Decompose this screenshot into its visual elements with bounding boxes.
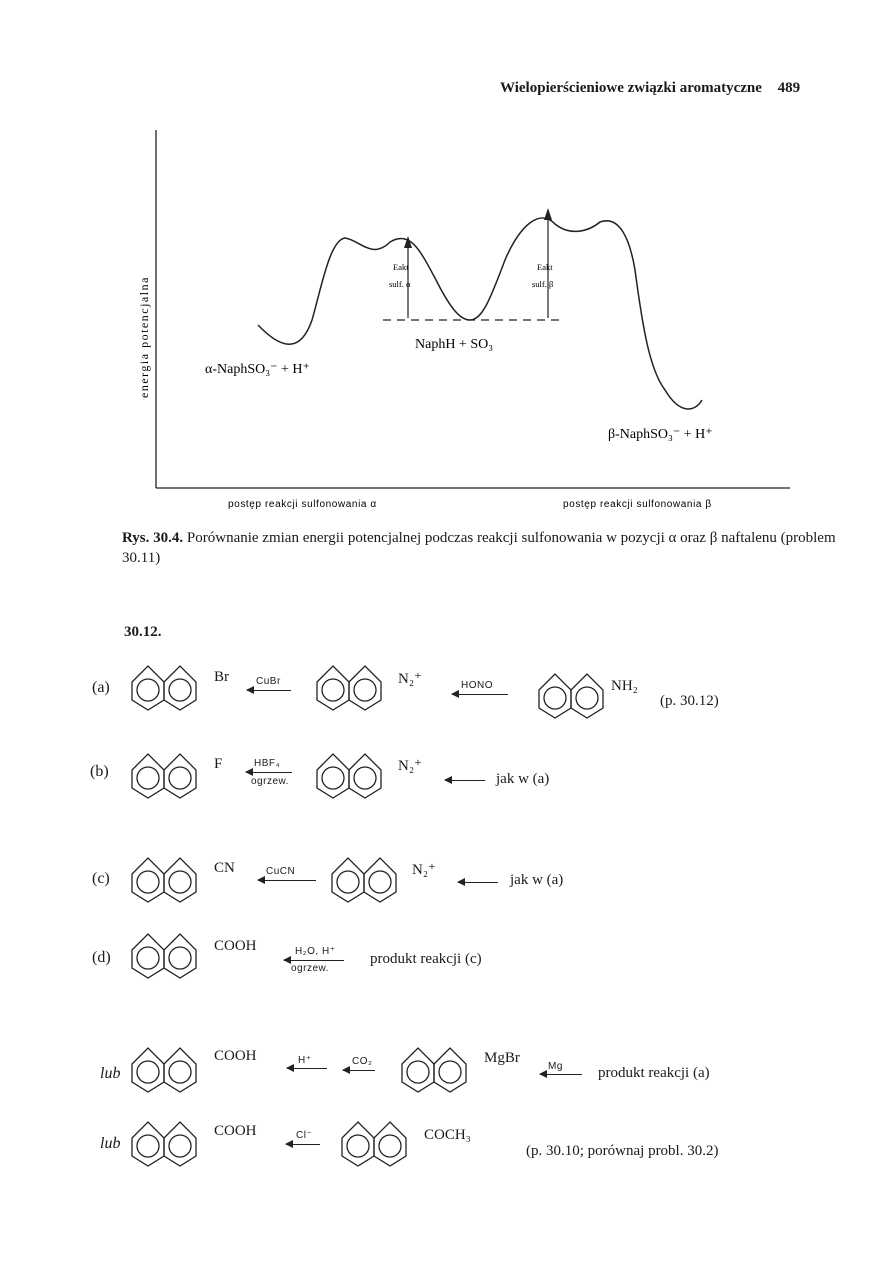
reaction-lub1-note: produkt reakcji (a)	[598, 1065, 710, 1081]
reaction-c-label: (c)	[92, 870, 110, 887]
reaction-d-reagent-bottom: ogrzew.	[291, 963, 329, 974]
reaction-a-reagent-2: HONO	[461, 680, 493, 691]
reaction-d-reagent-top: H₂O, H⁺	[295, 946, 336, 957]
problem-number: 30.12.	[124, 624, 162, 640]
figure-caption	[122, 528, 842, 568]
reaction-lub1-product-sub: COOH	[214, 1048, 257, 1064]
reaction-a-product-sub: Br	[214, 669, 229, 685]
reaction-arrow	[246, 772, 292, 773]
reaction-lub2-product-sub: COOH	[214, 1123, 257, 1139]
reaction-arrow	[287, 1068, 327, 1069]
reaction-c-note: jak w (a)	[510, 872, 564, 888]
ea-beta-label-1: Eakt	[537, 262, 553, 272]
reaction-b-reagent-bottom: ogrzew.	[251, 776, 289, 787]
naphthalene-icon	[130, 932, 200, 982]
reaction-a-start-sub: NH₂	[611, 678, 638, 694]
ea-beta-label-2: sulf. β	[532, 279, 554, 289]
caption-text: Porównanie zmian energii potencjalnej podczas reakcji sulfonowania w pozycji α oraz β naftalenu (problem 30.11)	[122, 530, 836, 566]
reaction-b-middle-sub: N₂⁺	[398, 758, 422, 774]
species-beta: β-NaphSO₃⁻ + H⁺	[608, 427, 713, 442]
reaction-arrow	[247, 690, 291, 691]
reaction-d-product-sub: COOH	[214, 938, 257, 954]
reaction-c-middle-sub: N₂⁺	[412, 862, 436, 878]
reaction-b-label: (b)	[90, 763, 109, 780]
reaction-a-label: (a)	[92, 679, 110, 696]
reaction-d-label: (d)	[92, 949, 111, 966]
reaction-lub2-label: lub	[100, 1135, 121, 1152]
reaction-lub1-label: lub	[100, 1065, 121, 1082]
page-header	[500, 80, 800, 97]
naphthalene-icon	[130, 856, 200, 906]
reaction-c-reagent-1: CuCN	[266, 866, 296, 877]
header-title: Wielopierścieniowe związki aromatyczne	[500, 80, 762, 96]
caption-label: Rys. 30.4.	[122, 530, 184, 546]
reaction-arrow	[445, 780, 485, 781]
reaction-lub1-reagent-3: Mg	[548, 1061, 563, 1072]
page-number: 489	[777, 80, 801, 96]
ea-beta-arrowhead	[544, 208, 552, 220]
reaction-arrow	[343, 1070, 375, 1071]
reaction-lub2-middle-sub: COCH₃	[424, 1127, 471, 1143]
ea-alpha-label-2: sulf. α	[389, 279, 411, 289]
reaction-arrow	[452, 694, 508, 695]
naphthalene-icon	[330, 856, 400, 906]
ea-alpha-label-1: Eakt	[393, 262, 409, 272]
naphthalene-icon	[315, 752, 385, 802]
naphthalene-icon	[340, 1120, 410, 1170]
naphthalene-icon	[400, 1046, 470, 1096]
naphthalene-icon	[130, 752, 200, 802]
reaction-lub1-middle-sub: MgBr	[484, 1050, 520, 1066]
reaction-arrow	[540, 1074, 582, 1075]
reaction-c-product-sub: CN	[214, 860, 235, 876]
reaction-d-note: produkt reakcji (c)	[370, 951, 482, 967]
energy-diagram	[0, 120, 893, 520]
reaction-lub1-reagent-1: H⁺	[298, 1055, 312, 1066]
naphthalene-icon	[130, 1120, 200, 1170]
reaction-b-note: jak w (a)	[496, 771, 550, 787]
reaction-b-product-sub: F	[214, 756, 223, 772]
y-axis-label: energia potencjalna	[137, 276, 151, 398]
x-label-beta: postęp reakcji sulfonowania β	[563, 499, 712, 510]
reaction-arrow	[284, 960, 344, 961]
reaction-a-reagent-1: CuBr	[256, 676, 281, 687]
reaction-a-ref: (p. 30.12)	[660, 693, 719, 709]
reaction-lub2-reagent-1: Cl⁻	[296, 1130, 313, 1141]
species-middle: NaphH + SO₃	[415, 337, 494, 352]
reaction-lub2-ref: (p. 30.10; porównaj probl. 30.2)	[526, 1143, 719, 1159]
reaction-arrow	[458, 882, 498, 883]
naphthalene-icon	[315, 664, 385, 714]
reaction-a-middle-sub: N₂⁺	[398, 671, 422, 687]
x-label-alpha: postęp reakcji sulfonowania α	[228, 499, 377, 510]
naphthalene-icon	[537, 672, 607, 722]
reaction-b-reagent-top: HBF₄	[254, 758, 281, 769]
reaction-lub1-reagent-2: CO₂	[352, 1056, 373, 1067]
naphthalene-icon	[130, 1046, 200, 1096]
naphthalene-icon	[130, 664, 200, 714]
reaction-arrow	[258, 880, 316, 881]
species-alpha: α-NaphSO₃⁻ + H⁺	[205, 362, 310, 377]
reaction-arrow	[286, 1144, 320, 1145]
energy-curve	[258, 218, 702, 409]
